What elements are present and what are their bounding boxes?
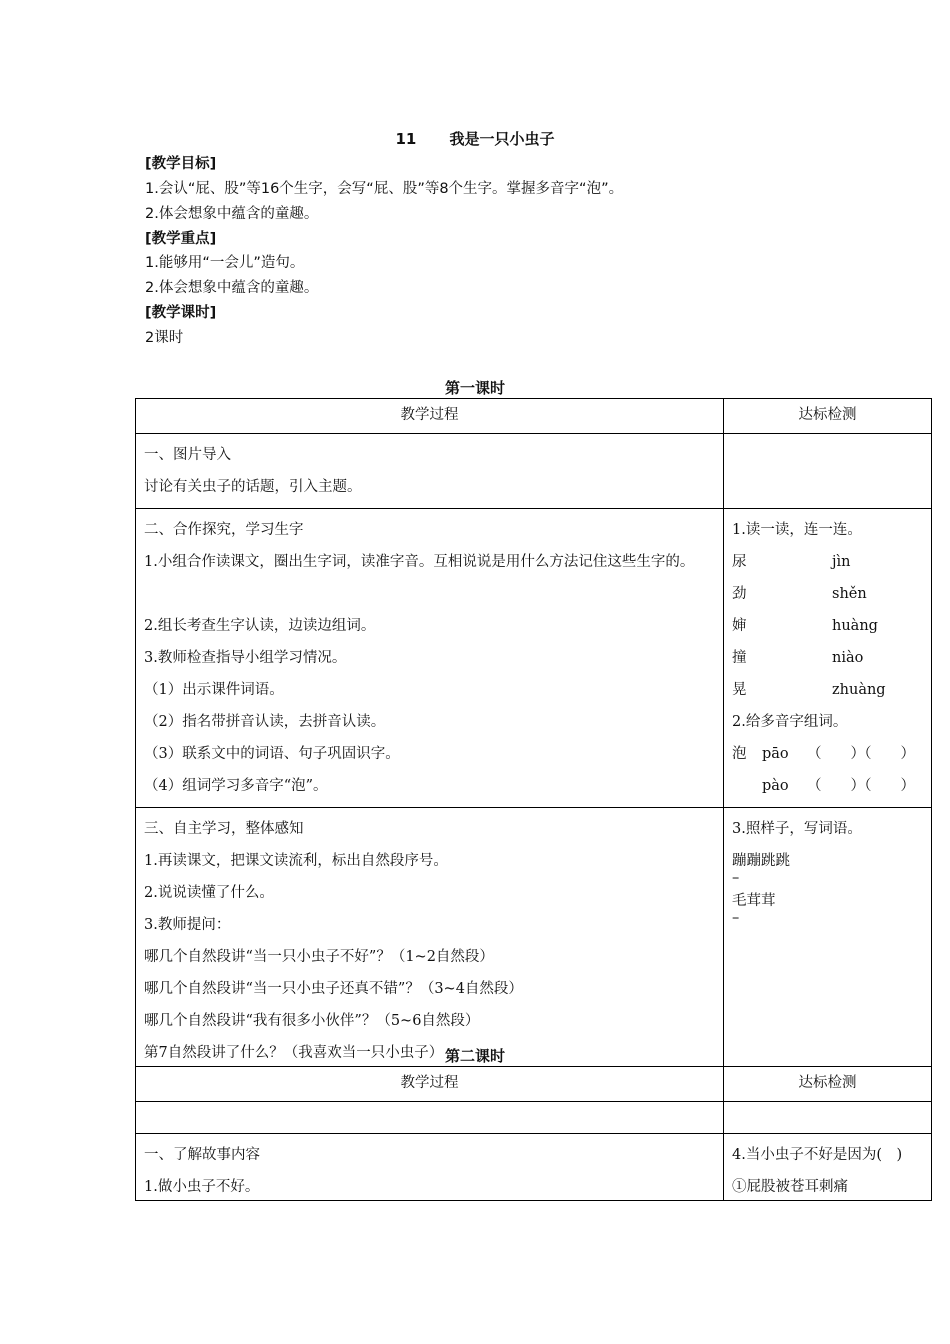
process-cell	[136, 1134, 724, 1201]
col-process-header: 教学过程	[136, 1067, 724, 1102]
process-line: （2）指名带拼音认读，去拼音认读。	[144, 714, 386, 730]
match-char: 劲	[732, 586, 747, 602]
poly-blank: （ ）	[857, 746, 915, 762]
process-line: 哪几个自然段讲“我有很多小伙伴”？（5~6自然段）	[144, 1013, 480, 1029]
process-line: 2.说说读懂了什么。	[144, 885, 274, 901]
match-pair	[732, 647, 923, 679]
poly-row	[732, 775, 923, 807]
poly-title: 2.给多音字组词。	[732, 714, 848, 730]
lesson-number: 11	[395, 130, 417, 148]
process-cell	[136, 434, 724, 509]
check-line: ①屁股被苍耳刺痛	[732, 1179, 848, 1195]
objective-item: 1.会认“屁、股”等16个生字，会写“屁、股”等8个生字。掌握多音字“泡”。	[145, 181, 624, 197]
check-line: 4.当小虫子不好是因为( )	[732, 1147, 903, 1163]
key-point-item: 2.体会想象中蕴含的童趣。	[145, 280, 319, 296]
process-line: 一、了解故事内容	[144, 1147, 260, 1163]
lesson-title	[0, 128, 950, 149]
key-point-item: 1.能够用“一会儿”造句。	[145, 255, 305, 271]
match-pinyin: niào	[832, 650, 864, 666]
process-line: 2.组长考查生字认读，边读边组词。	[144, 618, 376, 634]
check-title: 1.读一读，连一连。	[732, 522, 862, 538]
col-process-header: 教学过程	[136, 399, 724, 434]
lesson1-table	[135, 398, 932, 1067]
periods-value: 2课时	[145, 330, 184, 346]
process-cell	[136, 1102, 724, 1134]
process-line: 讨论有关虫子的话题，引入主题。	[144, 479, 362, 495]
example-word: 蹦蹦跳跳	[732, 853, 790, 869]
process-line: 三、自主学习，整体感知	[144, 821, 304, 837]
check-cell	[724, 1134, 932, 1201]
process-line: 3.教师检查指导小组学习情况。	[144, 650, 347, 666]
process-line: 二、合作探究，学习生字	[144, 522, 304, 538]
lesson2-title: 第二课时	[444, 1047, 505, 1065]
match-pinyin: shěn	[832, 586, 867, 602]
process-line: （4）组词学习多音字“泡”。	[144, 778, 328, 794]
process-line: （1）出示课件词语。	[144, 682, 284, 698]
match-pinyin: huàng	[832, 618, 878, 634]
check-cell	[724, 1102, 932, 1134]
poly-pinyin: pāo	[762, 746, 789, 762]
match-char: 婶	[732, 618, 747, 634]
check-cell	[724, 434, 932, 509]
lesson2-table	[135, 1066, 932, 1201]
match-pinyin: jìn	[832, 554, 851, 570]
process-cell	[136, 509, 724, 808]
match-pair	[732, 679, 923, 711]
col-check-header: 达标检测	[724, 399, 932, 434]
process-line: 3.教师提问：	[144, 917, 231, 933]
match-pinyin: zhuàng	[832, 682, 886, 698]
objective-item: 2.体会想象中蕴含的童趣。	[145, 206, 319, 222]
match-char: 撞	[732, 650, 747, 666]
poly-blank: （ ）	[807, 746, 865, 762]
check-title: 3.照样子，写词语。	[732, 821, 862, 837]
process-line: 哪几个自然段讲“当一只小虫子不好”？（1~2自然段）	[144, 949, 494, 965]
objectives-heading: [教学目标]	[145, 156, 217, 172]
lesson-name: 我是一只小虫子	[449, 130, 555, 148]
match-pair	[732, 615, 923, 647]
process-line: 1.小组合作读课文，圈出生字词，读准字音。互相说说是用什么方法记住这些生字的。	[144, 554, 695, 570]
poly-char: 泡	[732, 746, 747, 762]
periods-heading: [教学课时]	[145, 305, 217, 321]
process-line: （3）联系文中的词语、句子巩固识字。	[144, 746, 400, 762]
process-line: 第7自然段讲了什么？（我喜欢当一只小虫子）	[144, 1045, 444, 1061]
poly-blank: （ ）	[807, 778, 865, 794]
example-word: 毛茸茸	[732, 893, 776, 909]
check-cell	[724, 808, 932, 1067]
poly-pinyin: pào	[762, 778, 789, 794]
check-cell	[724, 509, 932, 808]
answer-line: –	[732, 870, 740, 886]
answer-line: –	[732, 910, 740, 926]
process-line: 1.再读课文，把课文读流利，标出自然段序号。	[144, 853, 448, 869]
col-check-header: 达标检测	[724, 1067, 932, 1102]
key-points-heading: [教学重点]	[145, 231, 217, 247]
match-pair	[732, 583, 923, 615]
match-pair	[732, 551, 923, 583]
process-cell	[136, 808, 724, 1067]
poly-blank: （ ）	[857, 778, 915, 794]
match-char: 尿	[732, 554, 747, 570]
poly-row	[732, 743, 923, 775]
process-line: 哪几个自然段讲“当一只小虫子还真不错”？（3~4自然段）	[144, 981, 523, 997]
process-line: 一、图片导入	[144, 447, 231, 463]
match-char: 晃	[732, 682, 747, 698]
process-line: 1.做小虫子不好。	[144, 1179, 260, 1195]
lesson1-title: 第一课时	[444, 379, 505, 397]
